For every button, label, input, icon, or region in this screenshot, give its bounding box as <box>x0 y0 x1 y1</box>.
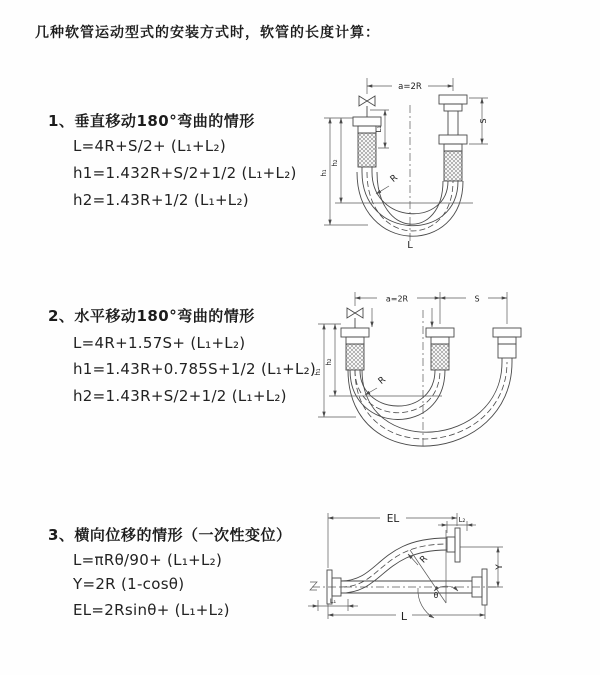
dim-label-a2r: a=2R <box>398 82 422 92</box>
hose-u-bend <box>348 362 512 446</box>
radius-leader <box>376 173 400 194</box>
dim-label-l: L <box>407 240 413 251</box>
dim-label-a2r: a=2R <box>385 294 409 304</box>
dim-label-s: S <box>474 294 480 304</box>
dim-label-s: S <box>479 118 488 124</box>
dimension-s <box>469 98 488 144</box>
dim-label-h2: h₂ <box>331 159 339 167</box>
dim-label-y: Y <box>495 564 505 570</box>
braided-hose-section <box>358 133 376 167</box>
section3-formula-Y: Y=2R (1-cosθ) <box>73 575 185 593</box>
dim-label-theta: θ <box>433 591 439 600</box>
section3-heading: 3、横向位移的情形（一次性变位） <box>48 526 292 544</box>
dimension-s <box>440 293 507 304</box>
section3-formula-L: L=πRθ/90+ (L₁+L₂) <box>73 551 223 569</box>
dimension-l1 <box>308 597 358 611</box>
dim-label-r: R <box>376 375 389 387</box>
dim-label-el: EL <box>386 513 400 525</box>
centerline-break-mark <box>310 582 317 590</box>
diagram-horizontal-180-bend <box>310 280 600 460</box>
dim-label-r: R <box>388 173 401 185</box>
section2-formula-L: L=4R+1.57S+ (L₁+L₂) <box>73 334 246 352</box>
dimension-l <box>328 604 485 623</box>
dim-label-l2: L₂ <box>458 516 466 524</box>
section1-formula-h2: h2=1.43R+1/2 (L₁+L₂) <box>73 191 249 209</box>
dimension-a2r <box>367 78 453 94</box>
section3-formula-EL: EL=2Rsinθ+ (L₁+L₂) <box>73 601 230 619</box>
braided-hose-section <box>444 151 462 181</box>
right-fitting <box>493 328 521 362</box>
dim-label-h1: h₁ <box>314 368 322 376</box>
valve-icon <box>359 96 375 117</box>
angle-theta <box>410 530 458 618</box>
page-title: 几种软管运动型式的安装方式时，软管的长度计算： <box>35 25 380 41</box>
diagram-vertical-180-bend <box>310 65 600 260</box>
braided-hose-section <box>346 344 364 370</box>
dim-label-l1: L₁ <box>375 125 383 133</box>
middle-fitting <box>426 328 454 370</box>
section2-formula-h2: h2=1.43R+S/2+1/2 (L₁+L₂) <box>73 387 287 405</box>
dim-label-l: L <box>400 610 408 623</box>
section1-formula-L: L=4R+S/2+ (L₁+L₂) <box>73 137 227 155</box>
left-fitting <box>353 117 381 172</box>
section2-heading: 2、水平移动180°弯曲的情形 <box>48 307 255 325</box>
dim-label-h1: h₁ <box>320 169 328 177</box>
section1-formula-h1: h1=1.432R+S/2+1/2 (L₁+L₂) <box>73 164 297 182</box>
braided-hose-section <box>431 344 449 370</box>
valve-icon <box>347 308 363 328</box>
diagram-lateral-displacement <box>300 500 600 650</box>
section1-heading: 1、垂直移动180°弯曲的情形 <box>48 112 255 130</box>
hose-displaced-position <box>341 528 460 593</box>
dim-label-h2: h₂ <box>325 358 333 366</box>
section2-formula-h1: h1=1.43R+0.785S+1/2 (L₁+L₂) <box>73 360 317 378</box>
right-fitting <box>439 95 467 181</box>
dim-label-l1: L₁ <box>329 597 337 605</box>
left-fitting <box>341 328 369 370</box>
radius-leader <box>365 375 388 395</box>
dim-label-r: R <box>418 554 430 566</box>
